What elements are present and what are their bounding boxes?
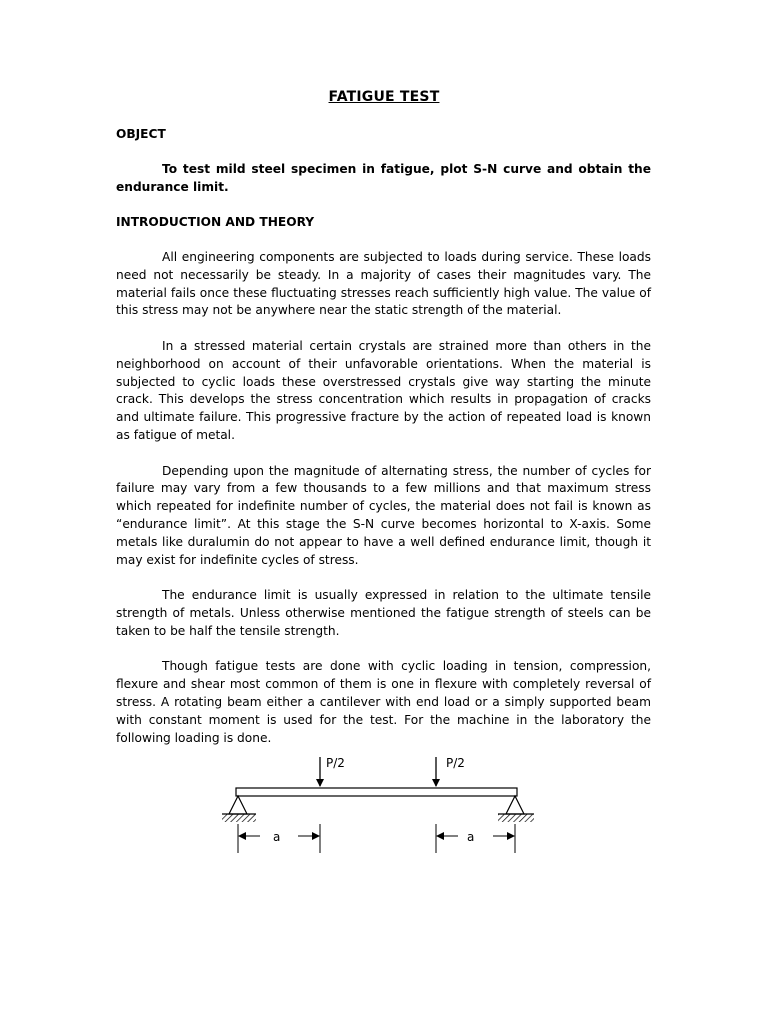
dim-label-right: a xyxy=(467,830,475,844)
dim-label-left: a xyxy=(273,830,281,844)
intro-paragraph-3: Depending upon the magnitude of alternating stress, the number of cycles for failure may vary from a few thousands to a few millions and that maximum stress which repeated for indefinite number of cycles, the material does not fail is known as “endurance limit”. At this stage the S-N curve becomes horizontal to X-axis. Some metals like duralumin do not appear to have a well defined endurance limit, though it may exist for indefinite cycles of stress. xyxy=(116,463,651,567)
load-label-right: P/2 xyxy=(446,756,465,770)
object-text: To test mild steel specimen in fatigue, plot S-N curve and obtain the endurance limit. xyxy=(116,161,651,194)
intro-paragraph-4: The endurance limit is usually expressed in relation to the ultimate tensile strength of metals. Unless otherwise mentioned the fatigue strength of steels can be taken to be half the tensile strength. xyxy=(116,588,651,638)
right-support xyxy=(498,796,534,822)
intro-heading: INTRODUCTION AND THEORY xyxy=(116,215,315,230)
object-heading: OBJECT xyxy=(116,127,166,141)
beam xyxy=(236,788,517,796)
load-label-left: P/2 xyxy=(326,756,345,770)
intro-paragraph-5: Though fatigue tests are done with cyclic loading in tension, compression, flexure and shear most common of them is one in flexure with completely reversal of stress. A rotating beam either a cantilever with end load or a simply supported beam with constant moment is used for the test. For the machine in the laboratory the following loading is done. xyxy=(116,659,651,745)
left-support xyxy=(222,796,256,822)
page-title: FATIGUE TEST xyxy=(328,89,440,105)
intro-paragraph-2: In a stressed material certain crystals are strained more than others in the neighborhood on account of their unfavorable orientations. When the material is subjected to cyclic loads these overstressed crystals give way starting the minute crack. This develops the stress concentration which results in propagation of cracks and ultimate failure. This progressive fracture by the action of repeated load is known as fatigue of metal. xyxy=(116,338,651,442)
intro-paragraph-1: All engineering components are subjected to loads during service. These loads need not necessarily be steady. In a majority of cases their magnitudes vary. The material fails once these fluctuating stresses reach sufficiently high value. The value of this stress may not be anywhere near the static strength of the material. xyxy=(116,249,651,318)
